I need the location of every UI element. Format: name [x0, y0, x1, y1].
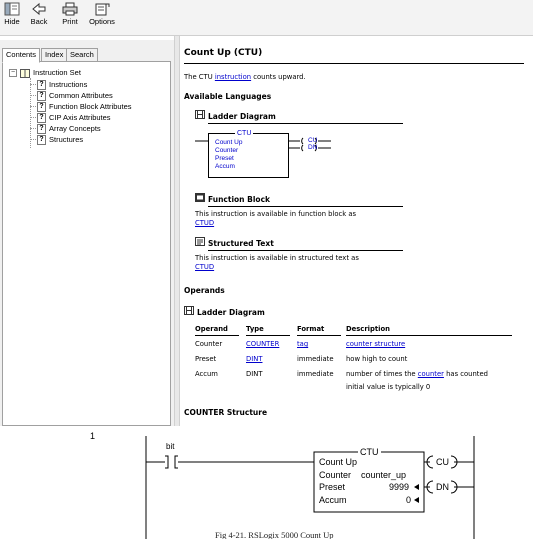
tree-root-instruction-set[interactable]: [9, 67, 81, 78]
output-cu: CU: [436, 457, 449, 467]
tree-item-label: Array Concepts: [49, 124, 101, 133]
instruction-link[interactable]: instruction: [214, 73, 252, 81]
tree-item-array-concepts[interactable]: [37, 123, 101, 134]
function-block-icon: [195, 193, 205, 202]
title-divider: [184, 63, 524, 64]
help-toolbar: [0, 0, 533, 36]
ctu-output-cu: CU: [308, 137, 318, 144]
tab-search[interactable]: Search: [66, 48, 98, 62]
ladder-diagram-icon: [184, 306, 194, 315]
tree-item-structures[interactable]: [37, 134, 83, 145]
help-topic-icon: ?: [37, 102, 46, 112]
contact-tag[interactable]: bit: [166, 442, 175, 451]
cell-description-line2: initial value is typically 0: [346, 383, 431, 391]
options-button[interactable]: [88, 2, 116, 34]
table-header-row: [195, 325, 515, 337]
column-header-format: Format: [297, 325, 325, 333]
ladder-diagram-heading: Ladder Diagram: [208, 112, 276, 121]
counter-link[interactable]: counter: [417, 370, 444, 378]
hide-pane-icon: [4, 2, 20, 16]
cell-description-link[interactable]: counter structure: [346, 340, 406, 348]
figure-caption-fragment: Fig 4-21. RSLogix 5000 Count Up: [215, 530, 334, 539]
ctu-output-dn: DN: [308, 144, 318, 151]
structured-text-icon: [195, 237, 205, 246]
rung-graphics: [0, 426, 533, 539]
column-header-type: Type: [246, 325, 264, 333]
page-title: Count Up (CTU): [184, 48, 263, 58]
help-topic-icon: ?: [37, 80, 46, 90]
help-topic-icon: ?: [37, 124, 46, 134]
cell-operand: Preset: [195, 355, 217, 363]
ctu-block-name: Count Up: [319, 457, 358, 467]
cell-format: immediate: [297, 355, 334, 363]
tree-item-instructions[interactable]: [37, 79, 87, 90]
ctu-line-preset: Preset: [215, 155, 234, 162]
cell-type-link[interactable]: COUNTER: [246, 340, 280, 348]
back-arrow-icon: [31, 2, 47, 16]
function-block-text: This instruction is available in function block as: [195, 210, 357, 218]
table-row: [195, 340, 515, 352]
cell-type: DINT: [246, 370, 263, 378]
help-topic-icon: ?: [37, 113, 46, 123]
available-languages-heading: Available Languages: [184, 92, 272, 101]
hide-button-label: Hide: [4, 17, 20, 26]
help-topic-icon: ?: [37, 135, 46, 145]
accum-label: Accum: [319, 495, 347, 505]
tree-item-label: CIP Axis Attributes: [49, 113, 111, 122]
counter-value[interactable]: counter_up: [361, 470, 407, 480]
contents-tree: [2, 61, 171, 426]
column-header-operand: Operand: [195, 325, 228, 333]
ladder-diagram-icon: [195, 110, 205, 119]
ctu-line-count-up: Count Up: [215, 139, 243, 146]
rung-number: 1: [90, 431, 96, 441]
help-topic-icon: ?: [37, 91, 46, 101]
book-icon: [20, 69, 30, 78]
cell-type-link[interactable]: DINT: [246, 355, 263, 363]
options-icon: [94, 2, 110, 16]
tree-item-cip-axis-attributes[interactable]: [37, 112, 111, 123]
cell-description: number of times the counter has counted: [346, 370, 488, 378]
print-button[interactable]: [59, 2, 81, 34]
function-block-ctud-link[interactable]: CTUD: [195, 219, 215, 227]
accum-value[interactable]: 0: [406, 495, 412, 505]
preset-value[interactable]: 9999: [389, 482, 410, 492]
output-dn: DN: [436, 482, 449, 492]
table-row: [195, 355, 515, 367]
back-button[interactable]: [28, 2, 50, 34]
back-button-label: Back: [30, 17, 48, 26]
function-block-heading: Function Block: [208, 195, 271, 204]
tree-item-label: Function Block Attributes: [49, 102, 132, 111]
tree-item-label: Instructions: [49, 80, 88, 89]
topic-content: [181, 36, 533, 426]
printer-icon: [62, 2, 78, 16]
tree-root-label: Instruction Set: [33, 68, 81, 77]
tree-item-function-block-attributes[interactable]: [37, 101, 132, 112]
cell-operand: Accum: [195, 370, 218, 378]
pane-splitter[interactable]: [174, 36, 180, 426]
intro-text: The CTU instruction counts upward.: [184, 73, 306, 81]
tab-index[interactable]: Index: [41, 48, 67, 62]
preset-label: Preset: [319, 482, 346, 492]
tab-contents[interactable]: Contents: [2, 48, 40, 63]
cell-format-link[interactable]: tag: [297, 340, 309, 348]
ctu-instruction-block: [208, 130, 289, 178]
collapse-icon[interactable]: −: [10, 69, 16, 77]
ladder-rung: [0, 426, 533, 539]
operands-ladder-heading: Ladder Diagram: [197, 308, 265, 317]
tree-item-common-attributes[interactable]: [37, 90, 113, 101]
counter-structure-heading: COUNTER Structure: [184, 408, 268, 417]
tree-connector: [30, 78, 31, 148]
structured-text-ctud-link[interactable]: CTUD: [195, 263, 215, 271]
tree-item-label: Structures: [49, 135, 84, 144]
structured-text-text: This instruction is available in structured text as: [195, 254, 359, 262]
counter-label: Counter: [319, 470, 352, 480]
operands-heading: Operands: [184, 286, 225, 295]
ctu-line-counter: Counter: [215, 147, 239, 154]
cell-operand: Counter: [195, 340, 223, 348]
print-button-label: Print: [62, 17, 78, 26]
cell-format: immediate: [297, 370, 334, 378]
hide-button[interactable]: [2, 2, 22, 34]
ctu-line-accum: Accum: [215, 163, 235, 170]
options-button-label: Options: [89, 17, 115, 26]
structured-text-heading: Structured Text: [208, 239, 274, 248]
ctu-block-title: CTU: [237, 130, 252, 137]
column-header-description: Description: [346, 325, 390, 333]
table-row: [195, 370, 515, 396]
cell-description: how high to count: [346, 355, 408, 363]
ctu-block-title: CTU: [360, 447, 379, 457]
tree-item-label: Common Attributes: [49, 91, 113, 100]
navigation-pane: [0, 40, 174, 426]
